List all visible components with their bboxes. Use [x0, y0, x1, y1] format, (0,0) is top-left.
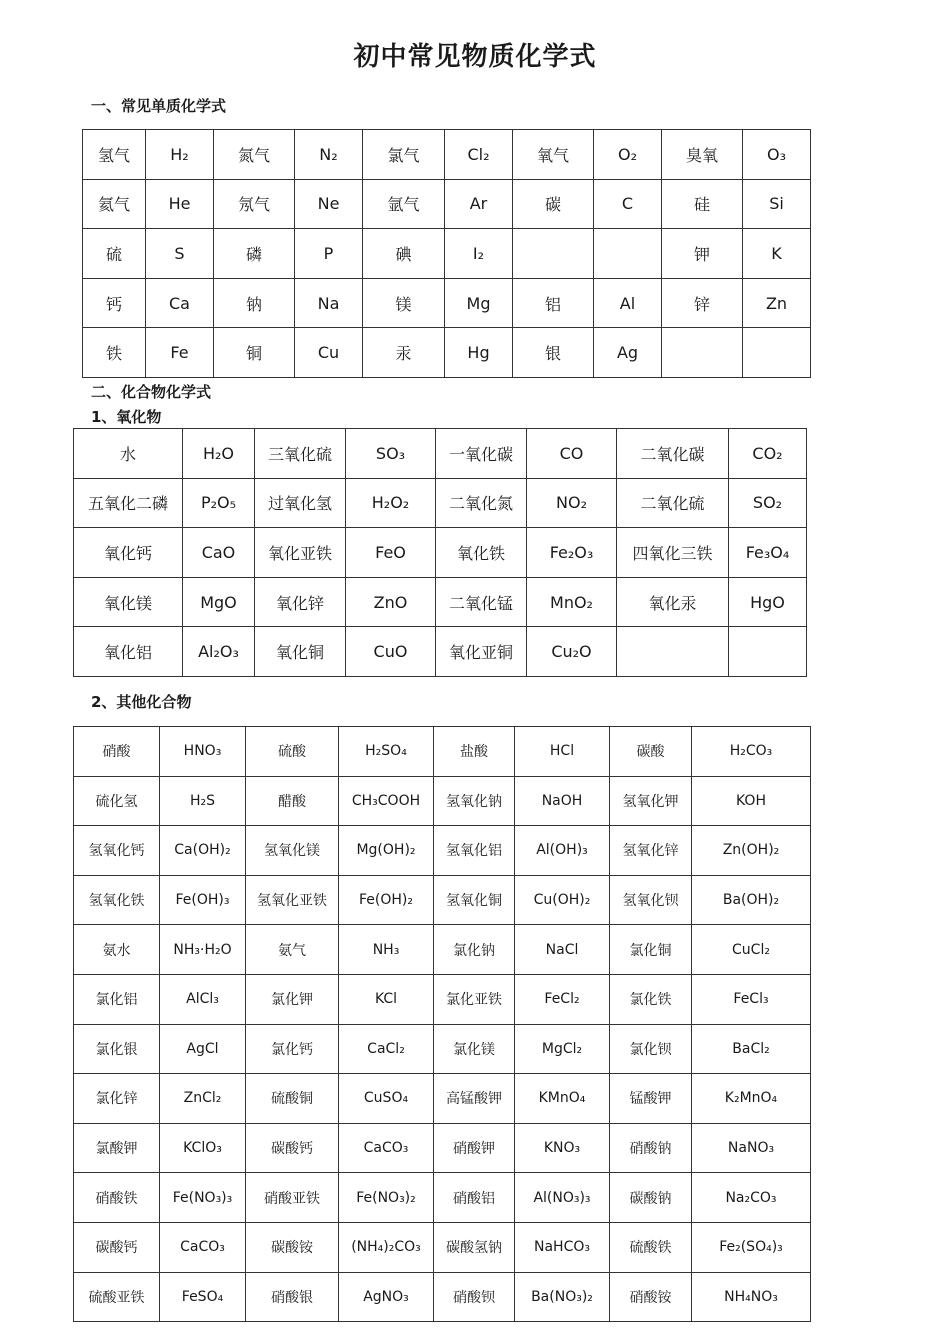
substance-name-cell: 二氧化锰 — [436, 577, 527, 627]
chemical-formula-cell: Cu(OH)₂ — [515, 875, 610, 925]
chemical-formula-cell: NaCl — [515, 925, 610, 975]
substance-name-cell: 硫酸铁 — [610, 1222, 692, 1272]
chemical-formula-cell: CaCO₃ — [339, 1123, 434, 1173]
substance-name-cell: 氯化银 — [74, 1024, 160, 1074]
substance-name-cell: 铜 — [214, 328, 295, 378]
chemical-formula-cell: O₃ — [743, 130, 811, 180]
substance-name-cell: 碳酸钙 — [246, 1123, 339, 1173]
page-title: 初中常见物质化学式 — [353, 42, 597, 72]
substance-name-cell: 盐酸 — [434, 727, 515, 777]
substance-name-cell: 氧化铁 — [436, 528, 527, 578]
substance-name-cell: 硝酸钡 — [434, 1272, 515, 1322]
chemical-formula-cell: FeCl₂ — [515, 974, 610, 1024]
substance-name-cell: 碳酸铵 — [246, 1222, 339, 1272]
chemical-formula-cell: SO₃ — [346, 429, 436, 479]
chemical-formula-cell: He — [146, 179, 214, 229]
chemical-formula-cell: NH₄NO₃ — [692, 1272, 811, 1322]
chemical-formula-cell: CH₃COOH — [339, 776, 434, 826]
substance-name-cell: 氧化汞 — [617, 577, 729, 627]
substance-name-cell: 臭氧 — [662, 130, 743, 180]
chemical-formula-cell: KMnO₄ — [515, 1074, 610, 1124]
substance-name-cell: 氢氧化钙 — [74, 826, 160, 876]
chemical-formula-cell: Fe(OH)₃ — [160, 875, 246, 925]
table-row — [74, 875, 811, 925]
substance-name-cell — [662, 328, 743, 378]
chemical-formula-cell: CO₂ — [729, 429, 807, 479]
chemical-formula-cell: Ar — [445, 179, 513, 229]
chemical-formula-cell: Al(NO₃)₃ — [515, 1173, 610, 1223]
substance-name-cell: 碳酸氢钠 — [434, 1222, 515, 1272]
table-row — [83, 328, 811, 378]
chemical-formula-cell: MgCl₂ — [515, 1024, 610, 1074]
substance-name-cell: 碳 — [513, 179, 594, 229]
chemical-formula-cell: HCl — [515, 727, 610, 777]
substance-name-cell: 氮气 — [214, 130, 295, 180]
chemical-formula-cell: HNO₃ — [160, 727, 246, 777]
chemical-formula-cell: NaOH — [515, 776, 610, 826]
table-row — [74, 1074, 811, 1124]
chemical-formula-cell — [743, 328, 811, 378]
substance-name-cell: 氧化铜 — [255, 627, 346, 677]
substance-name-cell: 二氧化硫 — [617, 478, 729, 528]
substance-name-cell: 硝酸钾 — [434, 1123, 515, 1173]
substance-name-cell: 硫 — [83, 229, 146, 279]
chemical-formula-cell: Ne — [295, 179, 363, 229]
chemical-formula-cell: Fe(OH)₂ — [339, 875, 434, 925]
substance-name-cell: 氯酸钾 — [74, 1123, 160, 1173]
substance-name-cell: 碳酸钠 — [610, 1173, 692, 1223]
table-row — [74, 478, 807, 528]
substance-name-cell: 氢氧化锌 — [610, 826, 692, 876]
chemical-formula-cell: KClO₃ — [160, 1123, 246, 1173]
substance-name-cell: 氢氧化亚铁 — [246, 875, 339, 925]
chemical-formula-cell: Na₂CO₃ — [692, 1173, 811, 1223]
substance-name-cell: 锌 — [662, 278, 743, 328]
substance-name-cell: 氢氧化钡 — [610, 875, 692, 925]
substance-name-cell: 钙 — [83, 278, 146, 328]
chemical-formula-cell: NH₃·H₂O — [160, 925, 246, 975]
chemical-formula-cell: CuO — [346, 627, 436, 677]
table-row — [74, 1272, 811, 1322]
substance-name-cell: 氢氧化铁 — [74, 875, 160, 925]
substance-name-cell: 氯化亚铁 — [434, 974, 515, 1024]
chemical-formula-cell: Zn(OH)₂ — [692, 826, 811, 876]
chemical-formula-cell: P — [295, 229, 363, 279]
chemical-formula-cell: H₂S — [160, 776, 246, 826]
chemical-formula-cell: Mg(OH)₂ — [339, 826, 434, 876]
chemical-formula-cell: (NH₄)₂CO₃ — [339, 1222, 434, 1272]
chemical-formula-cell: Ba(OH)₂ — [692, 875, 811, 925]
elements-table — [82, 129, 811, 378]
chemical-formula-cell: NO₂ — [527, 478, 617, 528]
chemical-formula-cell: Ba(NO₃)₂ — [515, 1272, 610, 1322]
chemical-formula-cell: CuSO₄ — [339, 1074, 434, 1124]
substance-name-cell: 氧化镁 — [74, 577, 183, 627]
substance-name-cell: 镁 — [363, 278, 445, 328]
subsection-heading-oxides: 1、氧化物 — [91, 408, 162, 426]
table-row — [74, 627, 807, 677]
table-row — [74, 776, 811, 826]
substance-name-cell: 氧化铝 — [74, 627, 183, 677]
chemical-formula-cell: MnO₂ — [527, 577, 617, 627]
substance-name-cell: 二氧化氮 — [436, 478, 527, 528]
substance-name-cell: 水 — [74, 429, 183, 479]
chemical-formula-cell: NH₃ — [339, 925, 434, 975]
substance-name-cell: 氧化亚铁 — [255, 528, 346, 578]
substance-name-cell: 氖气 — [214, 179, 295, 229]
substance-name-cell: 锰酸钾 — [610, 1074, 692, 1124]
chemical-formula-cell: P₂O₅ — [183, 478, 255, 528]
table-row — [74, 1024, 811, 1074]
table-row — [74, 577, 807, 627]
chemical-formula-cell: Al — [594, 278, 662, 328]
substance-name-cell: 氯化锌 — [74, 1074, 160, 1124]
substance-name-cell: 硝酸铵 — [610, 1272, 692, 1322]
substance-name-cell: 汞 — [363, 328, 445, 378]
chemical-formula-cell: CO — [527, 429, 617, 479]
chemical-formula-cell: Ca — [146, 278, 214, 328]
table-row — [74, 826, 811, 876]
chemical-formula-cell: S — [146, 229, 214, 279]
chemical-formula-cell: Mg — [445, 278, 513, 328]
substance-name-cell: 硅 — [662, 179, 743, 229]
chemical-formula-cell: I₂ — [445, 229, 513, 279]
chemical-formula-cell: NaNO₃ — [692, 1123, 811, 1173]
chemical-formula-cell: SO₂ — [729, 478, 807, 528]
chemical-formula-cell: FeSO₄ — [160, 1272, 246, 1322]
substance-name-cell: 氯化铁 — [610, 974, 692, 1024]
chemical-formula-cell: HgO — [729, 577, 807, 627]
substance-name-cell: 二氧化碳 — [617, 429, 729, 479]
substance-name-cell: 碳酸钙 — [74, 1222, 160, 1272]
chemical-formula-cell: Cl₂ — [445, 130, 513, 180]
substance-name-cell: 氦气 — [83, 179, 146, 229]
substance-name-cell: 三氧化硫 — [255, 429, 346, 479]
substance-name-cell: 氯化钡 — [610, 1024, 692, 1074]
chemical-formula-cell: Cu₂O — [527, 627, 617, 677]
substance-name-cell: 氧气 — [513, 130, 594, 180]
table-row — [74, 528, 807, 578]
substance-name-cell: 钾 — [662, 229, 743, 279]
chemical-formula-cell: ZnO — [346, 577, 436, 627]
chemical-formula-cell: Ca(OH)₂ — [160, 826, 246, 876]
substance-name-cell: 碘 — [363, 229, 445, 279]
table-row — [83, 179, 811, 229]
chemical-formula-cell: C — [594, 179, 662, 229]
chemical-formula-cell: CuCl₂ — [692, 925, 811, 975]
chemical-formula-cell: Al(OH)₃ — [515, 826, 610, 876]
substance-name-cell: 氩气 — [363, 179, 445, 229]
substance-name-cell: 磷 — [214, 229, 295, 279]
subsection-heading-other-compounds: 2、其他化合物 — [91, 693, 192, 711]
table-row — [74, 1123, 811, 1173]
table-row — [74, 974, 811, 1024]
chemical-formula-cell: Na — [295, 278, 363, 328]
substance-name-cell: 硝酸铝 — [434, 1173, 515, 1223]
chemical-formula-cell: BaCl₂ — [692, 1024, 811, 1074]
substance-name-cell: 氨水 — [74, 925, 160, 975]
section-heading-compounds: 二、化合物化学式 — [91, 383, 212, 401]
chemical-formula-cell: KNO₃ — [515, 1123, 610, 1173]
chemical-formula-cell: H₂CO₃ — [692, 727, 811, 777]
substance-name-cell: 一氧化碳 — [436, 429, 527, 479]
chemical-formula-cell: Fe₂(SO₄)₃ — [692, 1222, 811, 1272]
chemical-formula-cell: ZnCl₂ — [160, 1074, 246, 1124]
substance-name-cell: 氯化镁 — [434, 1024, 515, 1074]
substance-name-cell: 氯化钙 — [246, 1024, 339, 1074]
chemical-formula-cell: Fe₃O₄ — [729, 528, 807, 578]
other-compounds-table — [73, 726, 811, 1322]
substance-name-cell: 氯气 — [363, 130, 445, 180]
table-row — [83, 278, 811, 328]
substance-name-cell: 钠 — [214, 278, 295, 328]
chemical-formula-cell: Ag — [594, 328, 662, 378]
chemical-formula-cell — [594, 229, 662, 279]
substance-name-cell: 过氧化氢 — [255, 478, 346, 528]
chemical-formula-cell: Fe₂O₃ — [527, 528, 617, 578]
chemical-formula-cell: NaHCO₃ — [515, 1222, 610, 1272]
substance-name-cell — [513, 229, 594, 279]
chemical-formula-cell: Fe(NO₃)₃ — [160, 1173, 246, 1223]
substance-name-cell: 硫酸铜 — [246, 1074, 339, 1124]
substance-name-cell: 高锰酸钾 — [434, 1074, 515, 1124]
chemical-formula-cell: K — [743, 229, 811, 279]
substance-name-cell: 氨气 — [246, 925, 339, 975]
chemical-formula-cell — [729, 627, 807, 677]
substance-name-cell: 氢气 — [83, 130, 146, 180]
substance-name-cell: 氧化锌 — [255, 577, 346, 627]
substance-name-cell: 氢氧化镁 — [246, 826, 339, 876]
substance-name-cell: 硫酸 — [246, 727, 339, 777]
substance-name-cell: 氢氧化钾 — [610, 776, 692, 826]
substance-name-cell: 氯化钾 — [246, 974, 339, 1024]
substance-name-cell: 银 — [513, 328, 594, 378]
substance-name-cell: 氯化铝 — [74, 974, 160, 1024]
substance-name-cell: 硝酸银 — [246, 1272, 339, 1322]
chemical-formula-cell: AlCl₃ — [160, 974, 246, 1024]
substance-name-cell: 铝 — [513, 278, 594, 328]
substance-name-cell: 醋酸 — [246, 776, 339, 826]
substance-name-cell: 氢氧化铜 — [434, 875, 515, 925]
chemical-formula-cell: H₂SO₄ — [339, 727, 434, 777]
chemical-formula-cell: AgNO₃ — [339, 1272, 434, 1322]
chemical-formula-cell: CaO — [183, 528, 255, 578]
chemical-formula-cell: Fe — [146, 328, 214, 378]
substance-name-cell: 硝酸铁 — [74, 1173, 160, 1223]
substance-name-cell: 硫酸亚铁 — [74, 1272, 160, 1322]
oxides-table — [73, 428, 807, 677]
table-row — [83, 130, 811, 180]
table-row — [74, 727, 811, 777]
chemical-formula-cell: KCl — [339, 974, 434, 1024]
chemical-formula-cell: H₂ — [146, 130, 214, 180]
substance-name-cell: 硝酸钠 — [610, 1123, 692, 1173]
chemical-formula-cell: MgO — [183, 577, 255, 627]
chemical-formula-cell: Al₂O₃ — [183, 627, 255, 677]
substance-name-cell: 氯化铜 — [610, 925, 692, 975]
substance-name-cell: 铁 — [83, 328, 146, 378]
table-row — [74, 429, 807, 479]
substance-name-cell: 氢氧化铝 — [434, 826, 515, 876]
chemical-formula-cell: H₂O₂ — [346, 478, 436, 528]
table-row — [74, 925, 811, 975]
chemical-formula-cell: Fe(NO₃)₂ — [339, 1173, 434, 1223]
substance-name-cell: 硫化氢 — [74, 776, 160, 826]
substance-name-cell: 氧化亚铜 — [436, 627, 527, 677]
chemical-formula-cell: Hg — [445, 328, 513, 378]
substance-name-cell — [617, 627, 729, 677]
substance-name-cell: 碳酸 — [610, 727, 692, 777]
chemical-formula-cell: FeCl₃ — [692, 974, 811, 1024]
chemical-formula-cell: N₂ — [295, 130, 363, 180]
substance-name-cell: 四氧化三铁 — [617, 528, 729, 578]
chemical-formula-cell: O₂ — [594, 130, 662, 180]
substance-name-cell: 氯化钠 — [434, 925, 515, 975]
chemical-formula-cell: AgCl — [160, 1024, 246, 1074]
chemical-formula-cell: Zn — [743, 278, 811, 328]
chemical-formula-cell: Si — [743, 179, 811, 229]
table-row — [74, 1222, 811, 1272]
substance-name-cell: 五氧化二磷 — [74, 478, 183, 528]
substance-name-cell: 氢氧化钠 — [434, 776, 515, 826]
chemical-formula-cell: CaCl₂ — [339, 1024, 434, 1074]
chemical-formula-cell: KOH — [692, 776, 811, 826]
substance-name-cell: 硝酸 — [74, 727, 160, 777]
table-row — [83, 229, 811, 279]
chemical-formula-cell: CaCO₃ — [160, 1222, 246, 1272]
chemical-formula-cell: FeO — [346, 528, 436, 578]
table-row — [74, 1173, 811, 1223]
substance-name-cell: 氧化钙 — [74, 528, 183, 578]
chemical-formula-cell: K₂MnO₄ — [692, 1074, 811, 1124]
chemical-formula-cell: H₂O — [183, 429, 255, 479]
section-heading-elements: 一、常见单质化学式 — [91, 97, 227, 115]
chemical-formula-cell: Cu — [295, 328, 363, 378]
substance-name-cell: 硝酸亚铁 — [246, 1173, 339, 1223]
